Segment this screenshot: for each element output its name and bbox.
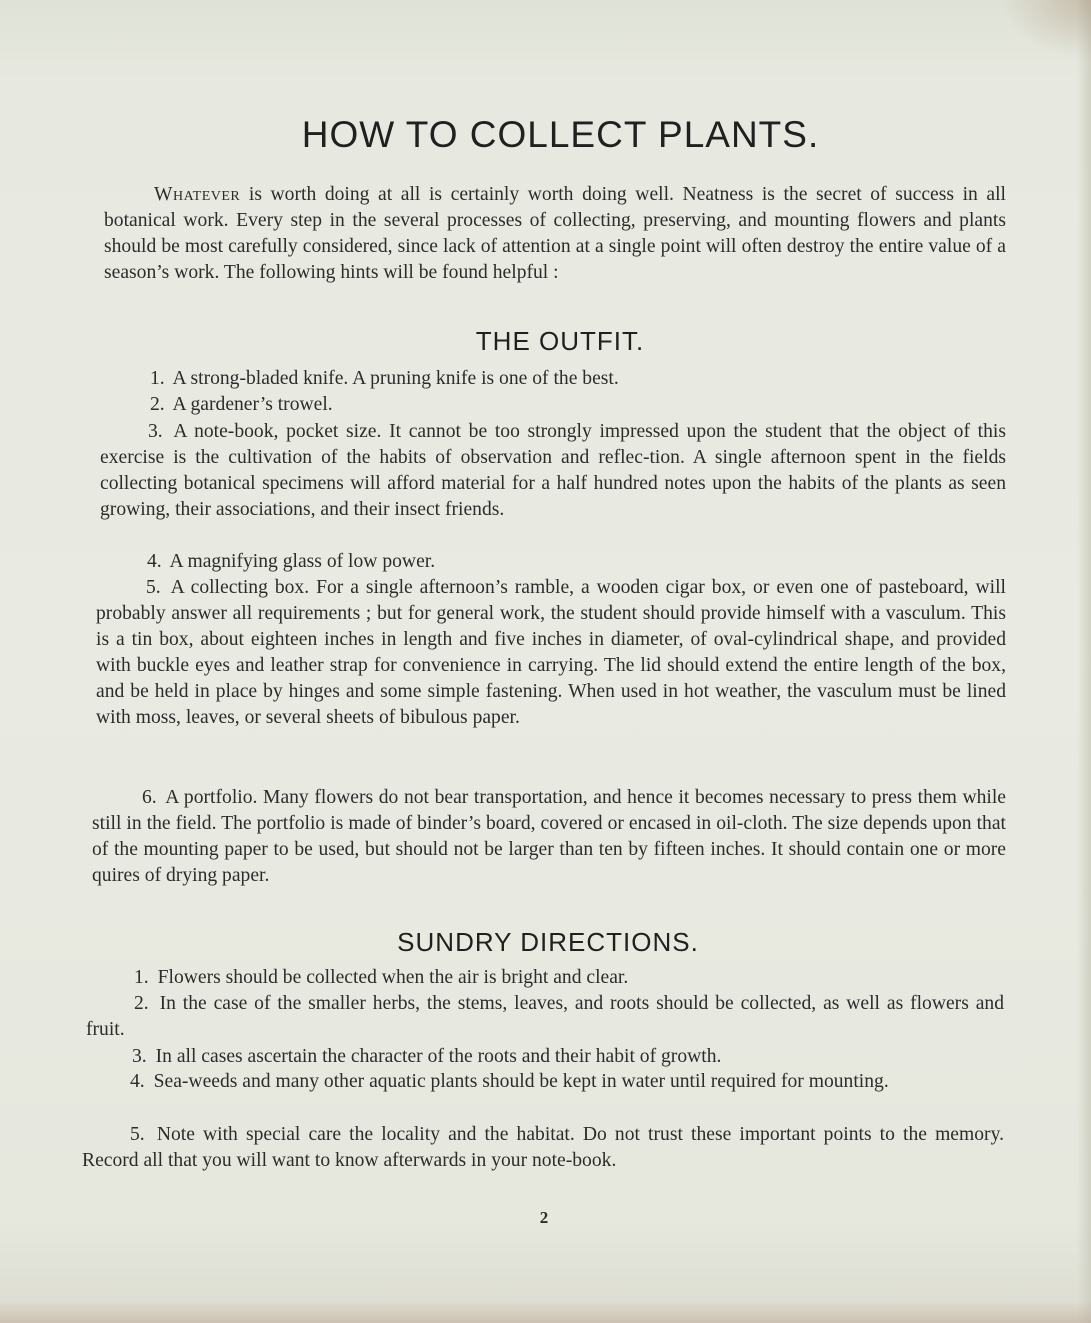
sundry-item	[86, 965, 1006, 991]
outfit-item	[92, 785, 1006, 889]
outfit-item-text: A note-book, pocket size. It cannot be too strongly impressed upon the student that the object of this exercise is the cultivation of the habits of observation and reflec-tion. A single afternoon spent in the fields collecting botanical specimens will afford material for a half hundred notes upon the habits of the plants as seen growing, their associations, and their insect friends.	[100, 421, 1006, 521]
outfit-item-text: A magnifying glass of low power.	[169, 551, 436, 572]
sundry-item	[82, 1122, 1004, 1174]
sundry-item	[82, 1069, 1004, 1095]
sundry-item-number: 4.	[130, 1071, 145, 1092]
outfit-item	[102, 392, 1006, 418]
sundry-item-text: In the case of the smaller herbs, the stems, leaves, and roots should be collected, as well as flowers and fruit.	[86, 993, 1004, 1041]
outfit-item-text: A strong-bladed knife. A pruning knife is one of the best.	[172, 368, 619, 389]
sundry-item	[84, 1044, 1004, 1070]
sundry-item-number: 1.	[134, 967, 149, 988]
page-title: HOW TO COLLECT PLANTS.	[301, 114, 820, 155]
outfit-item-text: A gardener’s trowel.	[172, 394, 333, 415]
intro-lead-word: Whatever	[154, 184, 241, 205]
sundry-item-number: 3.	[132, 1046, 147, 1067]
outfit-item-text: A collecting box. For a single afternoon’s ramble, a wooden cigar box, or even one of pasteboard, will probably answer all requirements ; but for general work, the student should provide himself with a vasculum. This is a tin box, about eighteen inches in length and five inches in diameter, of oval-cylindrical shape, and provided with buckle eyes and leather strap for convenience in carrying. The lid should extend the entire length of the box, and be held in place by hinges and some simple fastening. When used in hot weather, the vasculum must be lined with moss, leaves, or several sheets of bibulous paper.	[96, 577, 1006, 729]
sundry-item	[86, 991, 1004, 1043]
outfit-item-number: 1.	[150, 368, 165, 389]
sundry-item-number: 5.	[130, 1124, 145, 1145]
page-number: 2	[539, 1208, 549, 1227]
outfit-item-text: A portfolio. Many flowers do not bear transportation, and hence it becomes necessary to press them while still in the field. The portfolio is made of binder’s board, covered or encased in oil-cloth. The size depends upon that of the mounting paper to be used, but should not be larger than ten by fifteen inches. It should contain one or more quires of drying paper.	[92, 787, 1006, 887]
sundry-item-text: Sea-weeds and many other aquatic plants should be kept in water until required for mounting.	[153, 1071, 889, 1092]
outfit-item	[96, 575, 1006, 732]
outfit-item	[102, 366, 1006, 392]
outfit-item	[100, 419, 1006, 523]
page-stain	[1001, 0, 1091, 60]
sundry-heading: SUNDRY DIRECTIONS.	[397, 927, 699, 957]
intro-text: is worth doing at all is certainly worth doing well. Neatness is the secret of success in all botanical work. Every step in the several processes of collecting, preserving, and mounting flowers and plants should be most carefully considered, since lack of attention at a single point will often destroy the entire value of a season’s work. The following hints will be found helpful :	[104, 184, 1006, 284]
outfit-item-number: 5.	[146, 577, 161, 598]
outfit-item-number: 3.	[148, 421, 163, 442]
sundry-item-text: In all cases ascertain the character of the roots and their habit of growth.	[155, 1046, 722, 1067]
outfit-item-number: 6.	[142, 787, 157, 808]
page-bottom-edge	[0, 1301, 1091, 1323]
sundry-item-number: 2.	[134, 993, 149, 1014]
outfit-item-number: 2.	[150, 394, 165, 415]
page-edge-shadow	[1077, 0, 1091, 1323]
intro-paragraph	[104, 182, 1006, 286]
outfit-heading: THE OUTFIT.	[475, 326, 645, 356]
outfit-item	[100, 549, 1006, 575]
outfit-item-number: 4.	[147, 551, 162, 572]
sundry-item-text: Flowers should be collected when the air is bright and clear.	[157, 967, 629, 988]
sundry-item-text: Note with special care the locality and the habitat. Do not trust these important points to the memory. Record all that you will want to know afterwards in your note-book.	[82, 1124, 1004, 1172]
